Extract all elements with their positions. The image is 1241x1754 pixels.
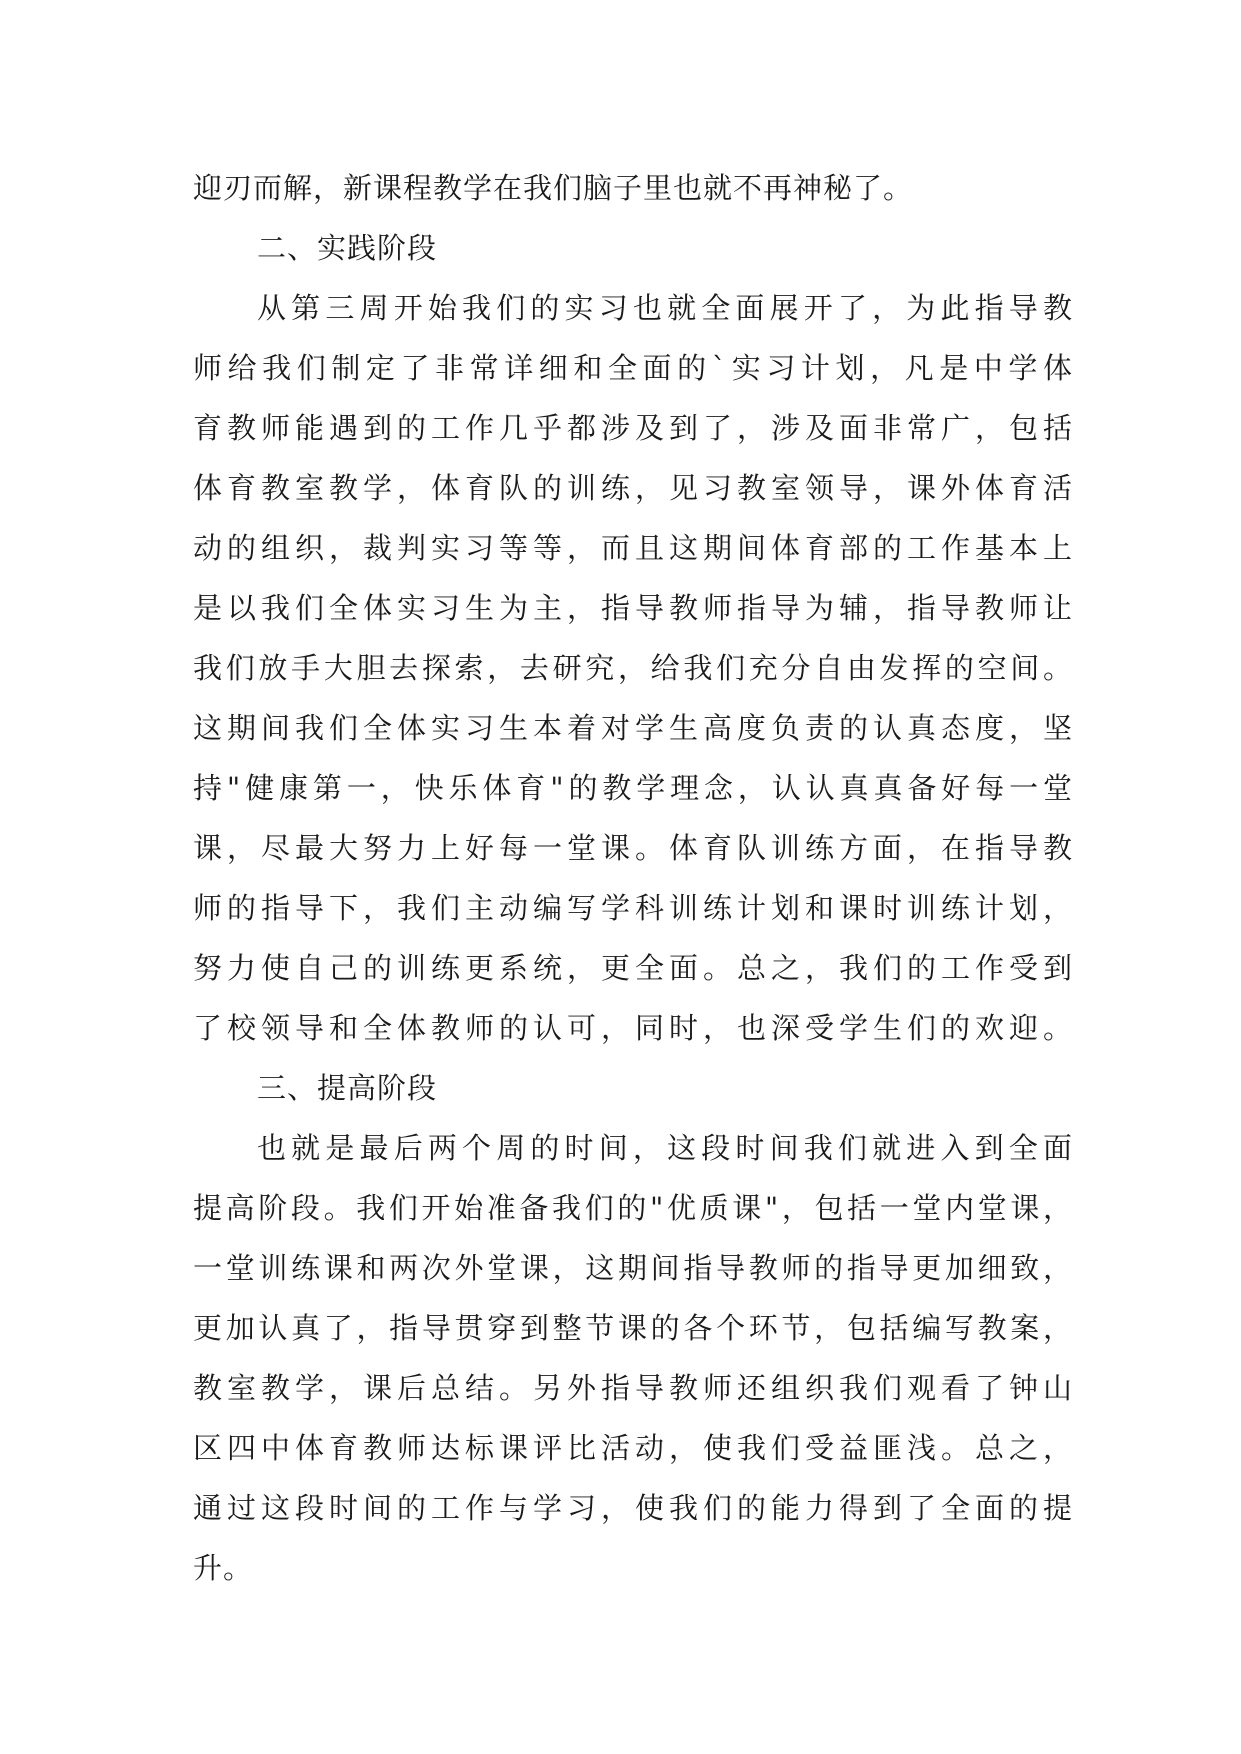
text-line: 通过这段时间的工作与学习，使我们的能力得到了全面的提 — [193, 1491, 1073, 1525]
text-line: 更加认真了，指导贯穿到整节课的各个环节，包括编写教案， — [193, 1311, 1073, 1345]
text-line: 这期间我们全体实习生本着对学生高度负责的认真态度，坚 — [193, 711, 1073, 745]
document-body — [193, 158, 1073, 1598]
text-line: 师给我们制定了非常详细和全面的`实习计划，凡是中学体 — [193, 351, 1073, 385]
text-line: 提高阶段。我们开始准备我们的"优质课"，包括一堂内堂课， — [193, 1191, 1073, 1225]
text-line: 教室教学，课后总结。另外指导教师还组织我们观看了钟山 — [193, 1371, 1073, 1405]
text-line: 区四中体育教师达标课评比活动，使我们受益匪浅。总之， — [193, 1431, 1073, 1465]
text-line: 迎刃而解，新课程教学在我们脑子里也就不再神秘了。 — [193, 171, 914, 205]
text-line: 动的组织，裁判实习等等，而且这期间体育部的工作基本上 — [193, 531, 1073, 565]
text-line: 育教师能遇到的工作几乎都涉及到了，涉及面非常广，包括 — [193, 411, 1073, 445]
text-line: 是以我们全体实习生为主，指导教师指导为辅，指导教师让 — [193, 591, 1073, 625]
text-line: 师的指导下，我们主动编写学科训练计划和课时训练计划， — [193, 891, 1073, 925]
section-heading-improvement: 三、提高阶段 — [257, 1071, 438, 1105]
text-line: 体育教室教学，体育队的训练，见习教室领导，课外体育活 — [193, 471, 1073, 505]
text-line: 了校领导和全体教师的认可，同时，也深受学生们的欢迎。 — [193, 1011, 1073, 1045]
text-line: 升。 — [193, 1551, 254, 1585]
section-heading-practice: 二、实践阶段 — [257, 231, 438, 265]
text-line: 我们放手大胆去探索，去研究，给我们充分自由发挥的空间。 — [193, 651, 1073, 685]
text-line: 一堂训练课和两次外堂课，这期间指导教师的指导更加细致， — [193, 1251, 1073, 1285]
text-line: 也就是最后两个周的时间，这段时间我们就进入到全面 — [257, 1131, 1073, 1165]
text-line: 课，尽最大努力上好每一堂课。体育队训练方面，在指导教 — [193, 831, 1073, 865]
text-line: 努力使自己的训练更系统，更全面。总之，我们的工作受到 — [193, 951, 1073, 985]
text-line: 从第三周开始我们的实习也就全面展开了，为此指导教 — [257, 291, 1073, 325]
text-line: 持"健康第一，快乐体育"的教学理念，认认真真备好每一堂 — [193, 771, 1073, 805]
